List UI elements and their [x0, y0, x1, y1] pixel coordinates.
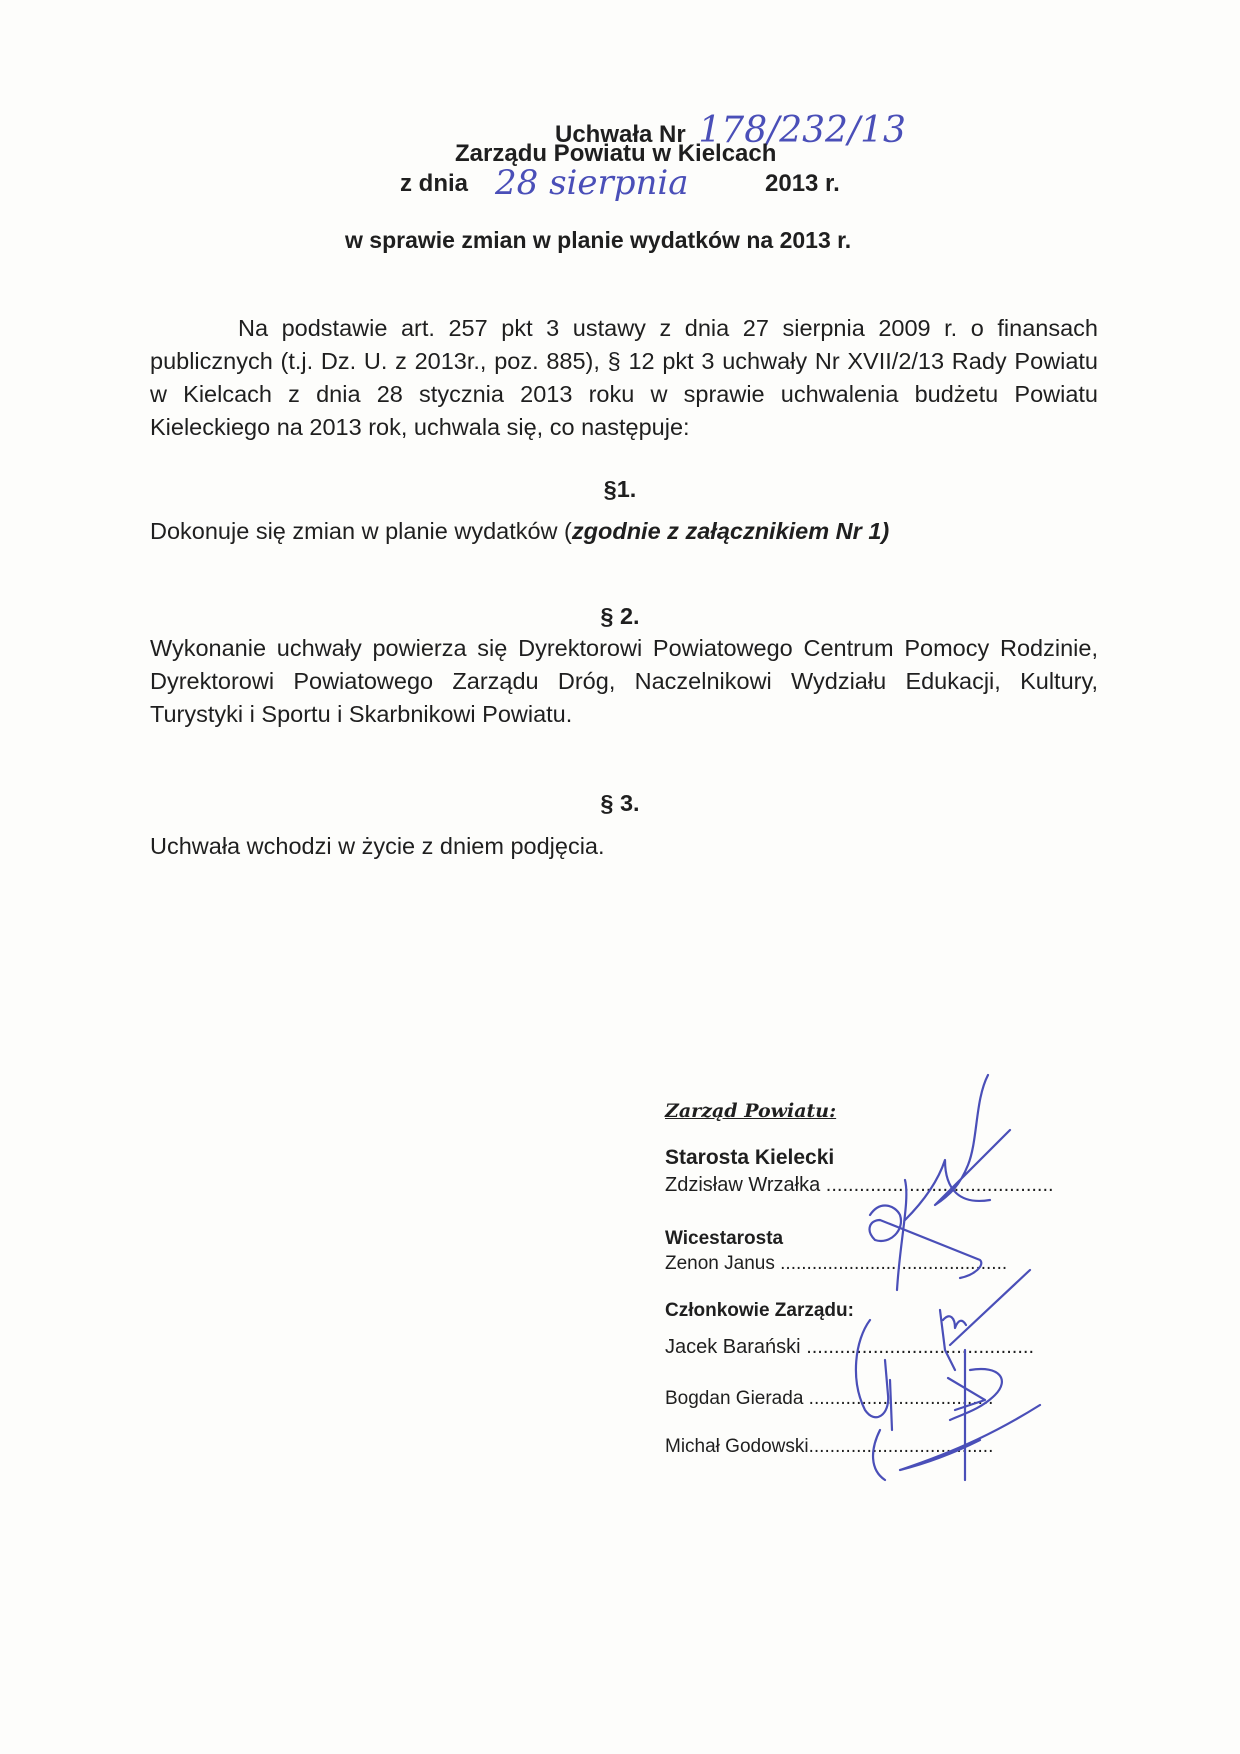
- preamble-paragraph: Na podstawie art. 257 pkt 3 ustawy z dnia 27 sierpnia 2009 r. o finansach publicznych (t.j. Dz. U. z 2013r., poz. 885), § 12 pkt 3 uchwały Nr XVII/2/13 Rady Powiatu w Kielcach z dnia 28 stycznia 2013 roku w sprawie uchwalenia budżetu Powiatu Kieleckiego na 2013 rok, uchwala się, co następuje:: [150, 315, 1098, 440]
- section-3-mark: § 3.: [600, 790, 640, 816]
- wicestarosta-role: Wicestarosta: [665, 1228, 784, 1249]
- date-prefix: z dnia: [400, 170, 469, 197]
- section-3-text: Uchwała wchodzi w życie z dniem podjęcia.: [150, 833, 605, 859]
- section-2-mark: § 2.: [600, 603, 640, 629]
- date-handwritten: 28 sierpnia: [495, 163, 689, 203]
- signature-dotted-line: .........................................: [825, 1174, 1054, 1196]
- subject-line: w sprawie zmian w planie wydatków na 2013 r.: [345, 227, 852, 253]
- signature-member-2: [856, 1320, 1002, 1430]
- section-1-mark: §1.: [603, 476, 637, 502]
- members-role: Członkowie Zarządu:: [665, 1300, 854, 1321]
- member-1-name: Jacek Barański: [665, 1336, 801, 1358]
- section-2-text: Wykonanie uchwały powierza się Dyrektorowi Powiatowego Centrum Pomocy Rodzinie, Dyrektorowi Powiatowego Zarządu Dróg, Naczelnikowi Wydziału Edukacji, Kultury, Turystyki i Sportu i Skarbnikowi Powiatu.: [150, 635, 1098, 727]
- starosta-role: Starosta Kielecki: [665, 1146, 835, 1169]
- signature-dotted-line: ...................................: [808, 1436, 994, 1457]
- member-3-name: Michał Godowski: [665, 1436, 809, 1457]
- signature-member-3: [873, 1350, 1040, 1480]
- wicestarosta-name: Zenon Janus: [665, 1253, 775, 1274]
- signature-starosta: [905, 1075, 1010, 1220]
- signature-dotted-line: ...........................................: [780, 1253, 1008, 1274]
- signature-member-1: [940, 1270, 1030, 1370]
- signature-dotted-line: ...................................: [808, 1388, 994, 1409]
- title-prefix: Uchwała Nr: [555, 121, 686, 148]
- issuer-line: Zarządu Powiatu w Kielcach: [455, 140, 777, 167]
- signature-dotted-line: .........................................: [806, 1336, 1035, 1358]
- starosta-name: Zdzisław Wrzałka: [665, 1174, 821, 1196]
- section-1-text-main: Dokonuje się zmian w planie wydatków (: [150, 518, 572, 544]
- date-year: 2013 r.: [765, 170, 840, 197]
- section-1-emphasis: zgodnie z załącznikiem Nr 1): [571, 518, 890, 544]
- board-title: Zarząd Powiatu:: [665, 1100, 837, 1122]
- resolution-number-handwritten: 178/232/13: [698, 110, 906, 151]
- member-2-name: Bogdan Gierada: [665, 1388, 804, 1409]
